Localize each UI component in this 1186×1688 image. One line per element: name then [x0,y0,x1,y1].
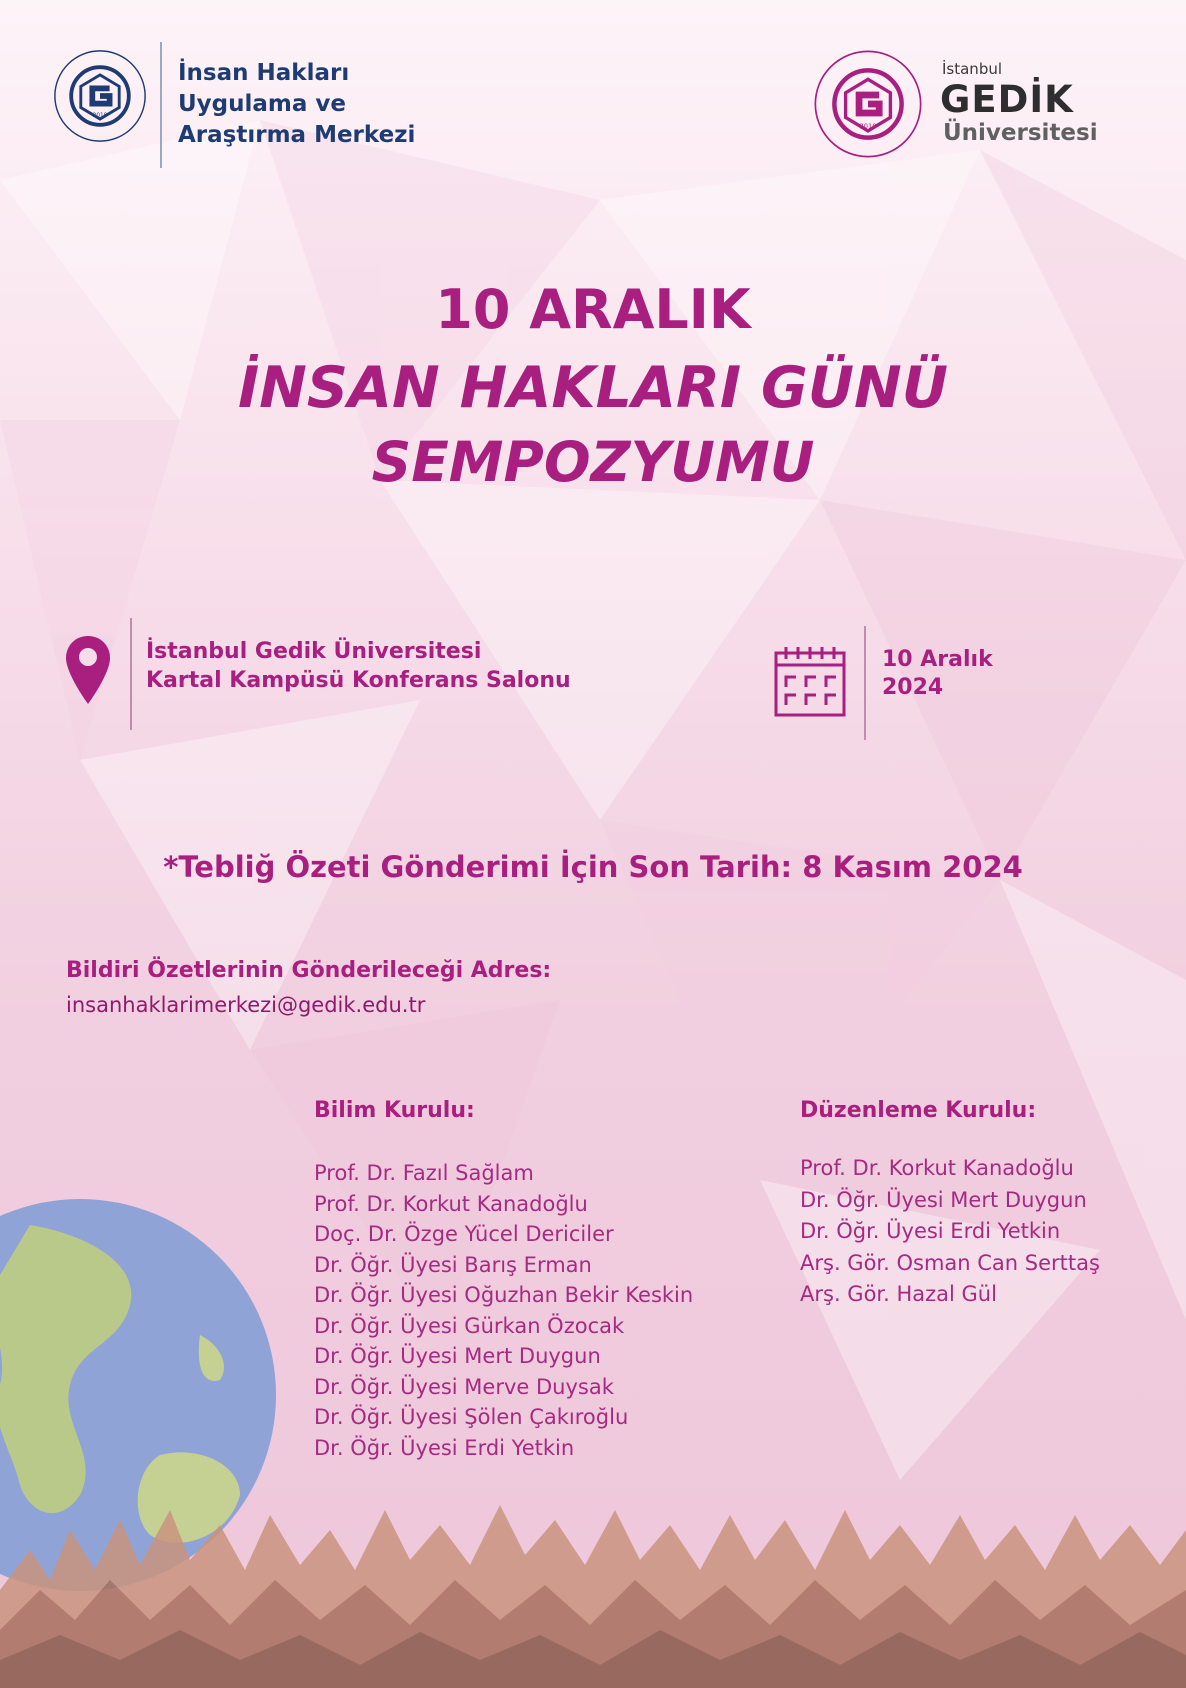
list-item: Dr. Öğr. Üyesi Barış Erman [314,1252,592,1277]
list-item: Arş. Gör. Osman Can Serttaş [800,1250,1100,1275]
abstract-deadline: *Tebliğ Özeti Gönderimi İçin Son Tarih: 8 Kasım 2024 [163,850,1023,884]
university-name: GEDİK [940,78,1074,121]
university-suffix: Üniversitesi [943,120,1098,146]
list-item: Dr. Öğr. Üyesi Mert Duygun [800,1187,1087,1212]
scientific-committee-list [314,1158,693,1463]
list-item: Dr. Öğr. Üyesi Şölen Çakıroğlu [314,1405,629,1429]
center-name: İnsan Hakları Uygulama ve Araştırma Merkezi [178,60,416,148]
address-label: Bildiri Özetlerinin Gönderileceği Adres: [66,958,552,983]
list-item: Prof. Dr. Korkut Kanadoğlu [800,1156,1074,1180]
raised-hands-illustration [0,1470,1186,1688]
list-item: Arş. Gör. Hazal Gül [800,1282,997,1306]
svg-text:2010: 2010 [859,122,877,131]
list-item: Dr. Öğr. Üyesi Erdi Yetkin [314,1435,575,1460]
event-date: 10 Aralık 2024 [882,647,993,700]
list-item: Doç. Dr. Özge Yücel Dericiler [314,1222,614,1246]
list-item: Dr. Öğr. Üyesi Oğuzhan Bekir Keskin [314,1283,694,1307]
title-date: 10 ARALIK [435,278,751,341]
organizing-committee-list [800,1153,1100,1311]
university-seal [812,48,924,160]
submission-email[interactable]: insanhaklarimerkezi@gedik.edu.tr [66,993,426,1017]
venue-text: İstanbul Gedik Üniversitesi Kartal Kampüsü Konferans Salonu [146,639,571,693]
event-title [0,270,1186,498]
list-item: Prof. Dr. Fazıl Sağlam [314,1161,534,1185]
venue-divider [130,618,132,730]
university-city: İstanbul [942,60,1003,78]
title-sub: SEMPOZYUMU [371,430,815,494]
list-item: Prof. Dr. Korkut Kanadoğlu [314,1191,588,1216]
center-logo [52,48,148,144]
location-pin-icon [64,634,112,706]
list-item: Dr. Öğr. Üyesi Gürkan Özocak [314,1313,625,1338]
list-item: Dr. Öğr. Üyesi Erdi Yetkin [800,1219,1061,1243]
list-item: Dr. Öğr. Üyesi Mert Duygun [314,1344,601,1368]
header-divider [160,42,162,168]
title-main: İNSAN HAKLARI GÜNÜ [237,355,949,421]
svg-text:2010: 2010 [92,113,108,120]
date-divider [864,626,866,740]
organizing-committee-title: Düzenleme Kurulu: [800,1098,1037,1123]
list-item: Dr. Öğr. Üyesi Merve Duysak [314,1374,614,1399]
calendar-icon [774,645,846,717]
scientific-committee-title: Bilim Kurulu: [314,1098,475,1123]
